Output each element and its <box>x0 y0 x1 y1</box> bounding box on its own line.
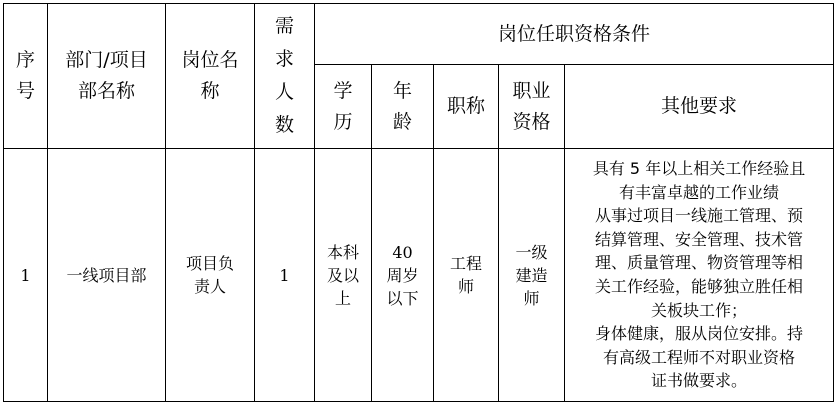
header-dept-line-2: 部名称 <box>77 80 135 102</box>
cell-dept: 一线项目部 <box>48 149 166 402</box>
cell-position-line-1: 项目负 <box>185 254 234 273</box>
other-requirement-line: 证书做要求。 <box>651 371 748 391</box>
header-position-line-2: 称 <box>200 80 220 102</box>
other-requirement-line: 关工作经验，能够独立胜任相 <box>595 277 804 296</box>
cell-title <box>434 149 499 402</box>
header-other: 其他要求 <box>565 65 834 149</box>
other-requirement-line: 身体健康，服从岗位安排。持 <box>595 324 804 344</box>
cell-education-line-1: 本科 <box>326 242 359 262</box>
header-seq <box>4 4 48 149</box>
header-demand-line-4: 数 <box>274 114 294 136</box>
header-demand-line-1: 需 <box>274 15 294 37</box>
header-professional <box>499 65 565 149</box>
header-dept-line-1: 部门/项目 <box>65 49 148 71</box>
other-requirement-line: 有丰富卓越的工作业绩 <box>619 182 780 202</box>
other-requirement-line: 具有 5 年以上相关工作经验且 <box>592 159 806 179</box>
cell-seq: 1 <box>4 149 48 402</box>
header-education-line-2: 历 <box>333 110 353 133</box>
other-requirement-line: 有高级工程师不对职业资格 <box>603 347 796 367</box>
other-requirement-line: 理、质量管理、物资管理等相 <box>595 253 804 273</box>
cell-education <box>315 149 372 402</box>
header-demand-line-3: 人 <box>274 81 294 103</box>
cell-title-line-2: 师 <box>457 277 474 296</box>
other-requirement-line: 关板块工作； <box>651 300 748 320</box>
recruitment-requirements-table <box>3 3 834 402</box>
cell-age-line-2: 周岁 <box>386 265 419 285</box>
cell-professional-line-1: 一级 <box>515 242 548 262</box>
header-demand <box>255 4 315 149</box>
cell-title-line-1: 工程 <box>449 254 482 273</box>
cell-demand: 1 <box>255 149 315 402</box>
cell-age <box>372 149 434 402</box>
cell-education-line-2: 及以 <box>326 265 359 285</box>
header-seq-line-2: 号 <box>15 80 35 102</box>
cell-position <box>166 149 255 402</box>
cell-professional-line-2: 建造 <box>515 265 548 285</box>
header-professional-line-2: 资格 <box>512 110 551 133</box>
header-age-line-1: 年 <box>392 79 412 102</box>
cell-age-line-3: 以下 <box>386 288 419 308</box>
header-professional-line-1: 职业 <box>512 79 551 102</box>
cell-position-line-2: 责人 <box>193 277 226 296</box>
header-title: 职称 <box>434 65 499 149</box>
other-requirement-line: 结算管理、安全管理、技术管 <box>595 229 804 249</box>
header-age-line-2: 龄 <box>392 110 412 133</box>
header-demand-line-2: 求 <box>274 48 294 70</box>
cell-professional-line-3: 师 <box>523 288 540 308</box>
header-position <box>166 4 255 149</box>
header-education <box>315 65 372 149</box>
header-position-line-1: 岗位名 <box>181 49 239 71</box>
table-row <box>4 149 834 402</box>
header-seq-line-1: 序 <box>15 49 35 71</box>
other-requirement-line: 从事过项目一线施工管理、预 <box>595 206 804 226</box>
cell-education-line-3: 上 <box>334 288 351 308</box>
cell-other-requirements <box>565 149 834 402</box>
header-row-top <box>4 4 834 65</box>
cell-age-line-1: 40 <box>392 242 413 262</box>
header-qualifications: 岗位任职资格条件 <box>315 4 834 65</box>
header-dept <box>48 4 166 149</box>
cell-professional <box>499 149 565 402</box>
header-age <box>372 65 434 149</box>
header-education-line-1: 学 <box>333 79 353 102</box>
